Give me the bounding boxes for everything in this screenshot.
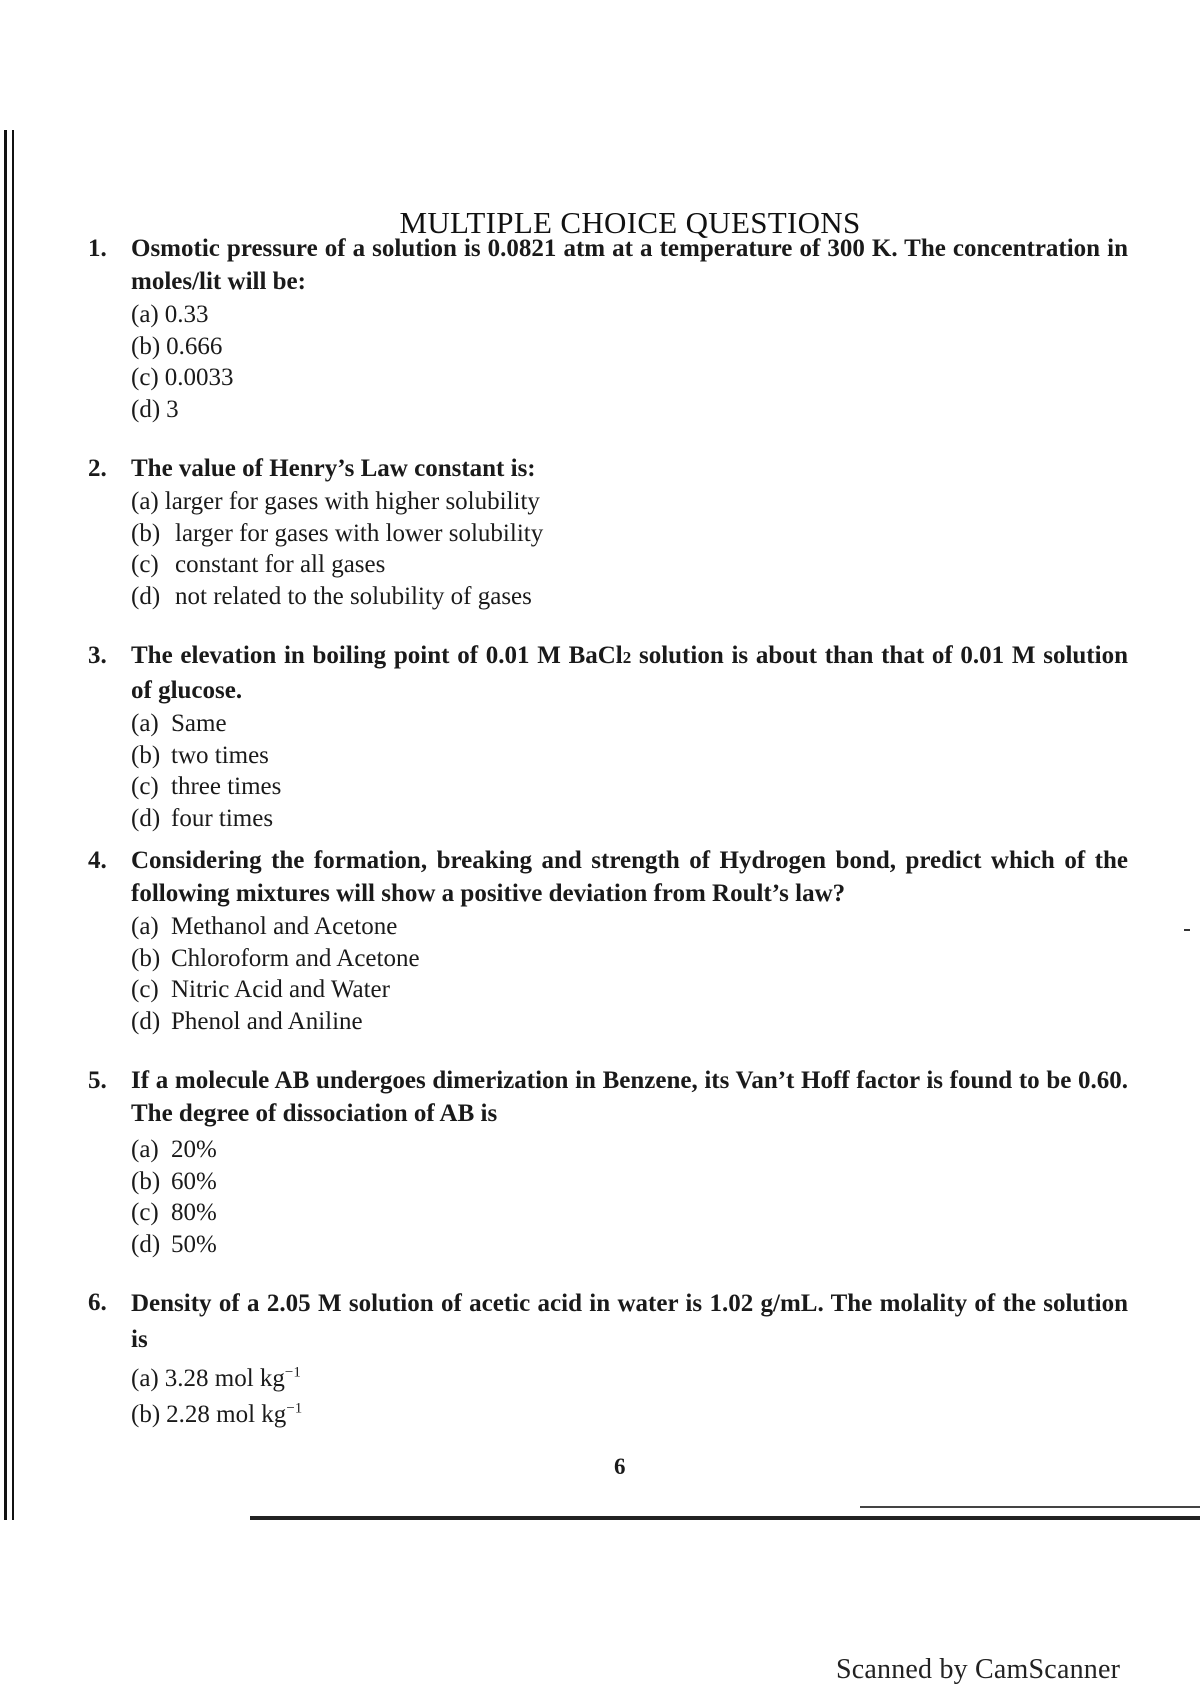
question-text: Osmotic pressure of a solution is 0.0821 atm at a temperature of 300 K. The concentration in moles/lit will be: xyxy=(131,235,1128,295)
page-title: MULTIPLE CHOICE QUESTIONS xyxy=(399,204,861,240)
question-text: If a molecule AB undergoes dimerization in Benzene, its Van’t Hoff factor is found to be 0.60. The degree of dissociation of AB is xyxy=(131,1067,1128,1127)
option-list xyxy=(131,299,1128,425)
scanner-watermark: Scanned by CamScanner xyxy=(836,1654,1121,1685)
question-number: 2. xyxy=(88,455,107,482)
option-b: (b) Chloroform and Acetone xyxy=(131,944,420,972)
question-6 xyxy=(88,1286,1128,1433)
option-b: (b) 60% xyxy=(131,1167,217,1195)
option-d: (d) four times xyxy=(131,804,274,832)
option-a: (a) Methanol and Acetone xyxy=(131,913,398,940)
left-border-line xyxy=(4,130,7,1520)
option-list xyxy=(131,486,1128,612)
question-number: 5. xyxy=(88,1067,107,1094)
option-list xyxy=(131,1361,1128,1433)
bottom-rule xyxy=(250,1516,1200,1520)
option-c: (c) three times xyxy=(131,773,282,800)
question-3 xyxy=(88,639,1128,834)
option-a: (a) 3.28 mol $kg^{-1}$ xyxy=(131,1364,301,1392)
option-c: (c) 0.0033 xyxy=(131,364,234,391)
page-number: 6 xyxy=(614,1454,626,1479)
option-a: (a) 0.33 xyxy=(131,301,209,328)
question-4 xyxy=(88,844,1128,1037)
option-c: (c) constant for all gases xyxy=(131,551,386,578)
question-number: 1. xyxy=(88,235,107,262)
question-number: 4. xyxy=(88,847,107,874)
option-b: (b) larger for gases with lower solubility xyxy=(131,519,544,547)
question-text: Density of a 2.05 M solution of acetic acid in water is 1.02 g/mL. The molality of the solution is xyxy=(131,1290,1128,1353)
bottom-rule-upper xyxy=(860,1506,1200,1508)
option-list xyxy=(131,708,1128,834)
option-a: (a) Same xyxy=(131,710,227,737)
option-list xyxy=(131,1134,1128,1260)
option-c: (c) Nitric Acid and Water xyxy=(131,976,390,1003)
option-d: (d) Phenol and Aniline xyxy=(131,1007,363,1035)
option-d: (d) 50% xyxy=(131,1230,217,1258)
option-b: (b) two times xyxy=(131,741,269,769)
question-2 xyxy=(88,452,1128,612)
option-c: (c) 80% xyxy=(131,1199,217,1226)
left-border-line-inner xyxy=(12,130,14,1520)
option-d: (d) not related to the solubility of gases xyxy=(131,582,532,610)
option-list xyxy=(131,911,1128,1037)
question-number: 6. xyxy=(88,1289,107,1316)
option-b: (b) 2.28 mol $kg^{-1}$ xyxy=(131,1400,303,1428)
scan-edge-mark xyxy=(1184,929,1190,931)
option-b: (b) 0.666 xyxy=(131,332,223,360)
question-text: The value of Henry’s Law constant is: xyxy=(131,455,536,482)
question-text: Considering the formation, breaking and strength of Hydrogen bond, predict which of the following mixtures will show a positive deviation from Roult’s law? xyxy=(131,847,1128,907)
question-number: 3. xyxy=(88,642,107,669)
option-d: (d) 3 xyxy=(131,395,179,423)
option-a: (a) 20% xyxy=(131,1136,217,1163)
question-text: The elevation in boiling point of 0.01 M BaCl2 solution is about than that of 0.01 M solution of glucose. xyxy=(131,642,1128,704)
question-1 xyxy=(88,232,1128,425)
option-a: (a) larger for gases with higher solubility xyxy=(131,488,540,515)
question-5 xyxy=(88,1064,1128,1260)
question-list xyxy=(88,232,1128,1433)
